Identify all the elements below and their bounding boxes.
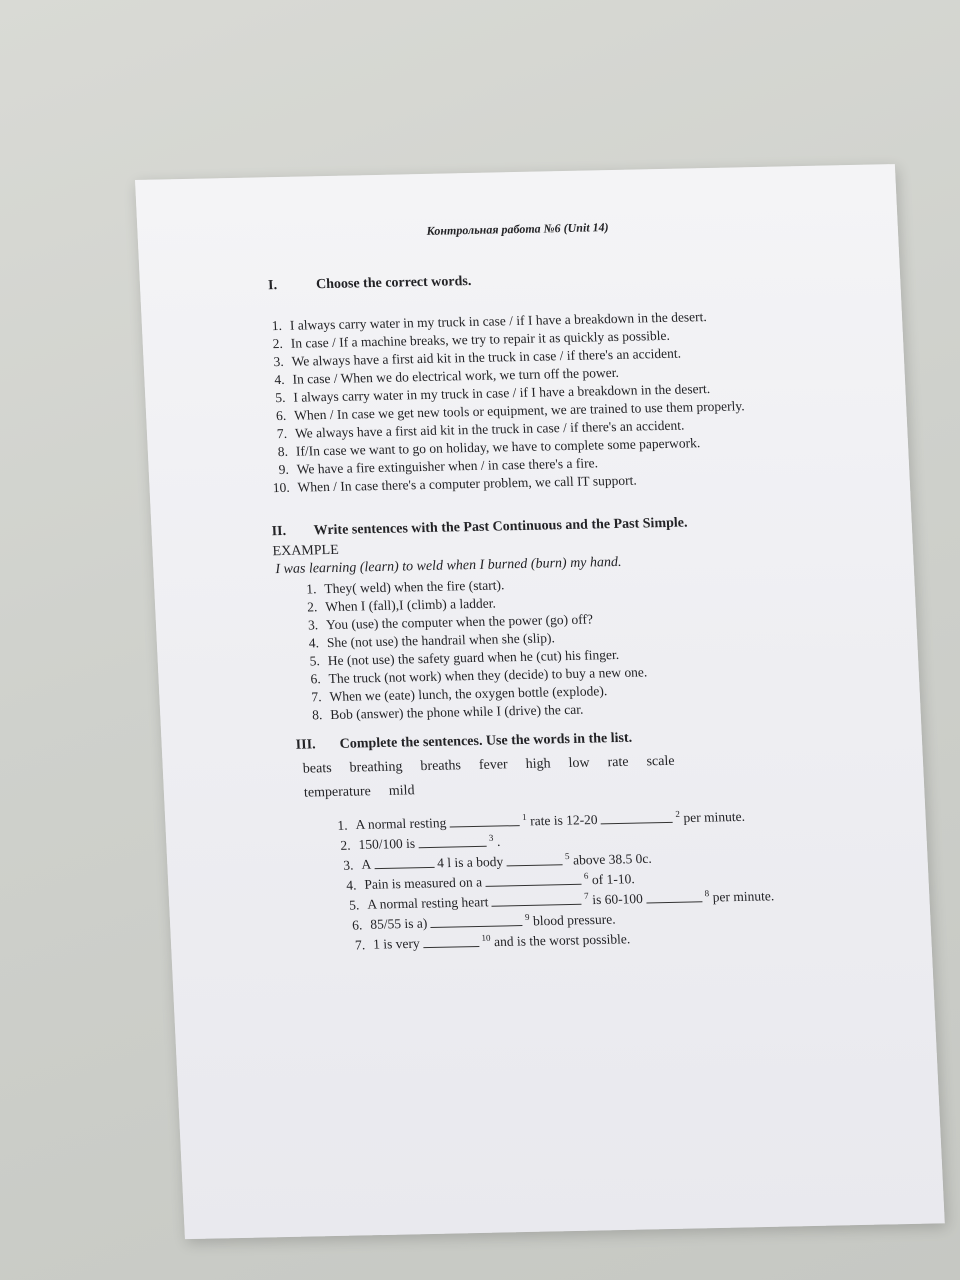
- blank-number: 6: [583, 870, 589, 881]
- blank-number: 9: [524, 911, 530, 922]
- word-option: breathing: [349, 759, 403, 776]
- item-number: 3.: [342, 857, 354, 873]
- item-text: We always have a first aid kit in the truck in case / if there's an accident.: [291, 345, 682, 369]
- sentence-fragment: 150/100 is: [358, 835, 416, 852]
- section-2-number: II.: [271, 523, 287, 540]
- word-option: scale: [646, 753, 675, 770]
- item-text: I always carry water in my truck in case / if I have a breakdown in the desert.: [293, 381, 711, 405]
- item-number: 5.: [348, 896, 360, 913]
- section-3-heading: Complete the sentences. Use the words in the list.: [339, 730, 633, 752]
- item-number: 2.: [340, 837, 351, 853]
- item-number: 1.: [305, 581, 317, 597]
- word-option: temperature: [303, 784, 372, 801]
- worksheet-header: Контрольная работа №6 (Unit 14): [426, 220, 609, 238]
- worksheet-paper: [135, 164, 945, 1239]
- blank-number: 8: [704, 888, 710, 899]
- answer-blank[interactable]: [430, 913, 523, 928]
- sentence-fragment: is 60-100: [591, 891, 644, 908]
- item-text: She (not use) the handrail when she (slip).: [326, 630, 556, 651]
- sentence-fragment: Pain is measured on a: [364, 874, 483, 892]
- answer-blank[interactable]: [485, 871, 582, 886]
- sentence-fragment: 4 l is a body: [436, 853, 504, 871]
- word-option: beats: [302, 761, 333, 777]
- blank-number: 5: [564, 851, 570, 862]
- sentence-fragment: per minute.: [712, 888, 775, 905]
- item-text: When I (fall),I (climb) a ladder.: [324, 595, 497, 615]
- item-number: 3.: [273, 353, 285, 370]
- blank-number: 10: [481, 932, 491, 943]
- item-text: When we (eate) lunch, the oxygen bottle (explode).: [329, 683, 608, 705]
- item-number: 7.: [276, 425, 288, 442]
- fill-in-sentence: [325, 807, 745, 834]
- section-1-number: I.: [267, 278, 278, 294]
- answer-blank[interactable]: [449, 813, 520, 827]
- section-2-heading: Write sentences with the Past Continuous and the Past Simple.: [313, 515, 688, 539]
- word-option: fever: [478, 757, 509, 773]
- answer-blank[interactable]: [600, 809, 673, 823]
- item-number: 4.: [345, 877, 357, 893]
- item-number: 5.: [309, 653, 321, 669]
- item-number: 8.: [277, 443, 289, 460]
- answer-blank[interactable]: [418, 833, 487, 847]
- blank-number: 3: [488, 832, 494, 843]
- item-text: When / In case there's a computer problem, we call IT support.: [297, 472, 638, 495]
- word-option: mild: [388, 783, 415, 799]
- word-option: low: [568, 755, 590, 772]
- item-text: We always have a first aid kit in the truck in case / if there's an accident.: [294, 417, 685, 441]
- section-3-title: [295, 730, 632, 755]
- section-1-list: [260, 307, 749, 497]
- section-1-title: [268, 273, 472, 295]
- example-sentence: I was learning (learn) to weld when I burned (burn) my hand.: [275, 554, 622, 578]
- fill-in-sentence: [343, 930, 631, 954]
- word-option: breaths: [420, 758, 462, 775]
- item-number: 6.: [351, 916, 363, 933]
- item-text: We have a fire extinguisher when / in case there's a fire.: [296, 455, 599, 477]
- item-text: I always carry water in my truck in case / if I have a breakdown in the desert.: [289, 309, 708, 333]
- answer-blank[interactable]: [645, 889, 702, 903]
- item-number: 8.: [311, 707, 323, 723]
- sentence-fragment: per minute.: [683, 808, 746, 826]
- item-number: 4.: [308, 635, 320, 651]
- sentence-fragment: above 38.5 0c.: [572, 850, 653, 868]
- item-number: 1.: [337, 817, 348, 833]
- section-3-number: III.: [295, 737, 316, 753]
- item-number: 7.: [311, 689, 322, 705]
- item-number: 7.: [354, 936, 366, 953]
- fill-in-sentence: [328, 833, 501, 855]
- sentence-fragment: A normal resting: [355, 815, 447, 833]
- item-number: 1.: [271, 317, 283, 334]
- section-2-title: [271, 515, 688, 542]
- word-option: high: [525, 756, 551, 772]
- item-number: 6.: [310, 671, 321, 687]
- sentence-fragment: 85/55 is a): [369, 915, 428, 932]
- sentence-fragment: rate is 12-20: [529, 811, 598, 829]
- blank-number: 7: [583, 890, 589, 901]
- item-text: They( weld) when the fire (start).: [324, 577, 505, 597]
- word-option: rate: [607, 754, 629, 771]
- item-number: 2.: [272, 335, 284, 352]
- item-text: In case / If a machine breaks, we try to repair it as quickly as possible.: [290, 327, 671, 351]
- item-text: The truck (not work) when they (decide) to buy a new one.: [328, 664, 648, 687]
- item-text: When / In case we get new tools or equipment, we are trained to use them properly.: [293, 398, 745, 423]
- sentence-fragment: blood pressure.: [532, 911, 616, 929]
- sentence-fragment: .: [496, 833, 501, 850]
- sentence-fragment: of 1-10.: [591, 871, 636, 888]
- item-number: 4.: [274, 371, 285, 388]
- blank-number: 1: [521, 811, 527, 823]
- item-number: 10.: [272, 479, 290, 496]
- sentence-fragment: A: [361, 856, 372, 872]
- answer-blank[interactable]: [491, 891, 582, 906]
- item-text: He (not use) the safety guard when he (cut) his finger.: [327, 646, 620, 669]
- example-label: EXAMPLE: [272, 542, 340, 560]
- item-text: If/In case we want to go on holiday, we have to complete some paperwork.: [295, 435, 701, 459]
- item-text: Bob (answer) the phone while I (drive) the car.: [329, 701, 584, 723]
- word-list-line-2: [304, 782, 433, 803]
- item-number: 5.: [274, 389, 286, 406]
- item-text: You (use) the computer when the power (go) off?: [325, 611, 594, 633]
- item-number: 2.: [306, 599, 318, 615]
- answer-blank[interactable]: [506, 852, 563, 866]
- section-1-heading: Choose the correct words.: [315, 273, 472, 293]
- answer-blank[interactable]: [422, 933, 479, 947]
- sentence-fragment: and is the worst possible.: [493, 931, 631, 950]
- sentence-fragment: A normal resting heart: [366, 894, 489, 912]
- answer-blank[interactable]: [374, 854, 435, 868]
- word-list-line-1: [302, 752, 692, 778]
- item-number: 9.: [278, 461, 290, 478]
- blank-number: 2: [675, 808, 681, 819]
- item-text: In case / When we do electrical work, we turn off the power.: [292, 364, 620, 387]
- item-number: 6.: [275, 407, 287, 424]
- sentence-fragment: 1 is very: [372, 935, 421, 952]
- item-number: 3.: [307, 617, 319, 633]
- section-2-list: [294, 573, 649, 724]
